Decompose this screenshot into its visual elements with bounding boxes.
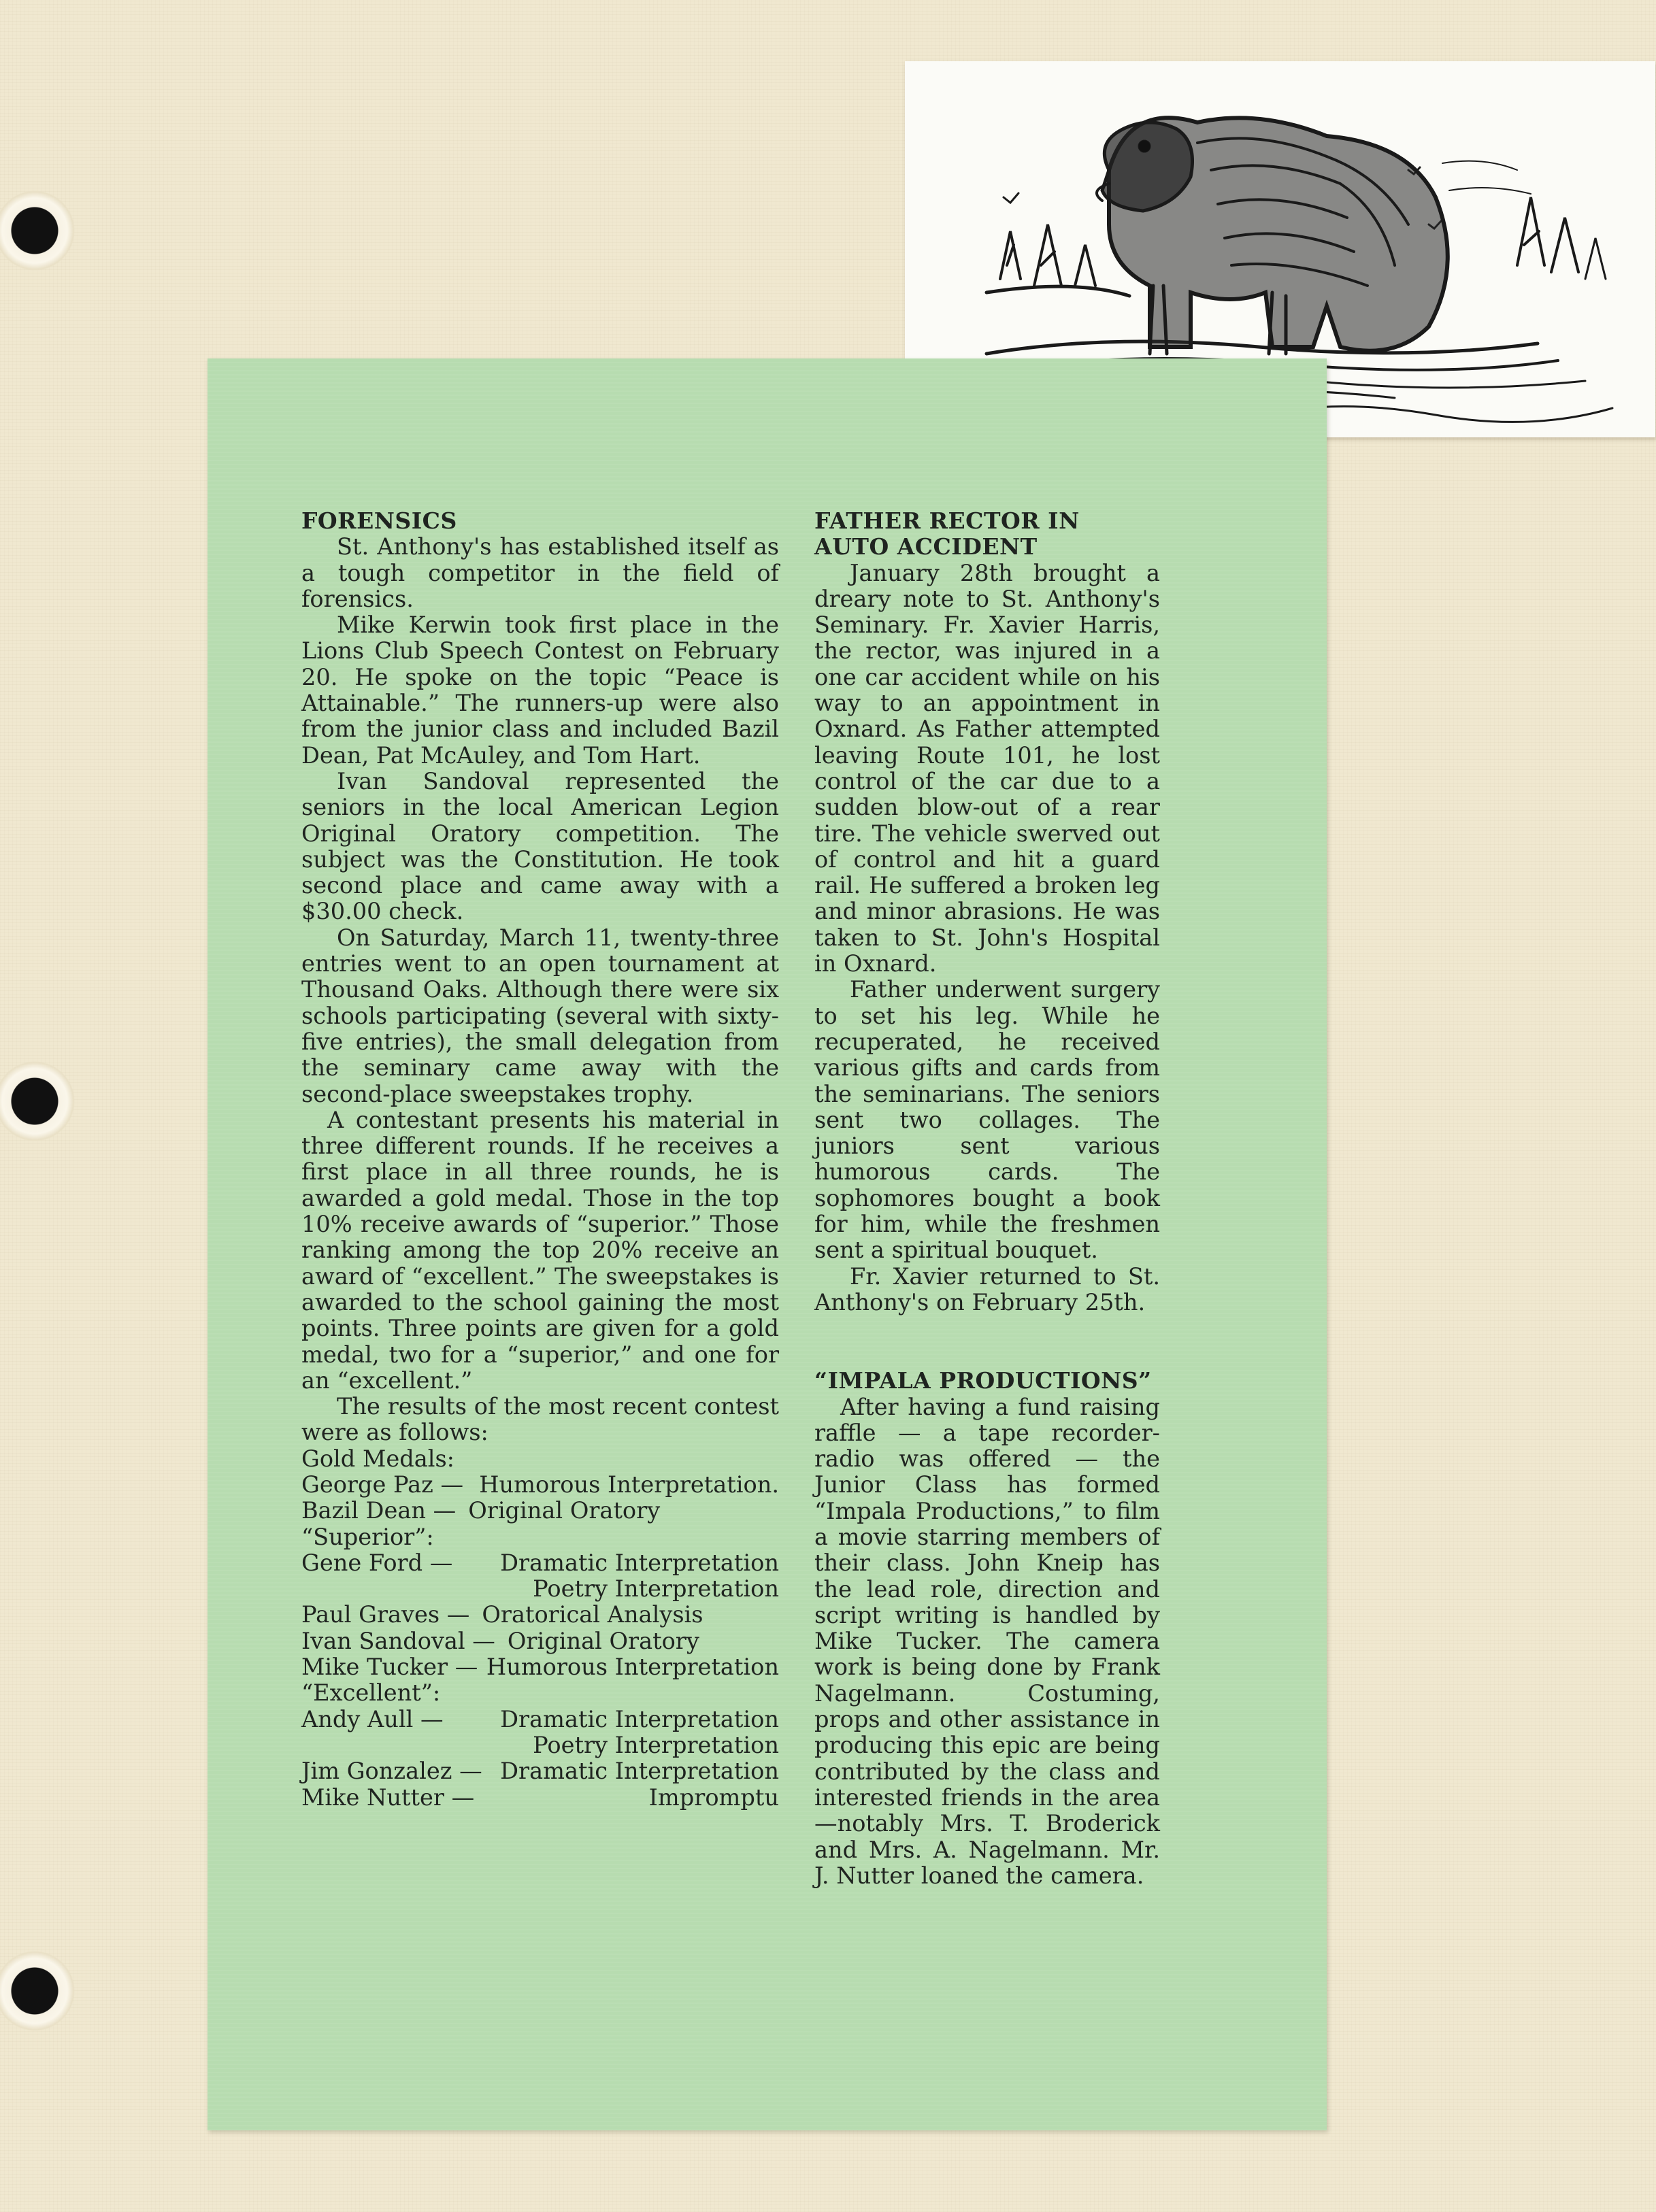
newsletter-clipping bbox=[208, 358, 1327, 2130]
impala-heading: “IMPALA PRODUCTIONS” bbox=[814, 1367, 1152, 1394]
result-row bbox=[301, 1654, 779, 1680]
result-name: George Paz — bbox=[301, 1471, 464, 1498]
results-superior-label: “Superior”: bbox=[301, 1523, 434, 1550]
rector-paragraph: January 28th brought a dreary note to St. Anthony's Seminary. Fr. Xavier Harris, the rector, was injured in a one car accident while on his way to an appointment in Oxnard. As Father attempted leaving Route 101, he lost control of the car due to a sudden blow-out of a rear tire. The vehicle swerved out of control and hit a guard rail. He suffered a broken leg and minor abrasions. He was taken to St. John's Hospital in Oxnard. bbox=[814, 559, 1160, 977]
result-row bbox=[301, 1628, 779, 1654]
result-name: Ivan Sandoval — bbox=[301, 1627, 495, 1654]
results-gold-label: Gold Medals: bbox=[301, 1445, 454, 1472]
binder-hole-top bbox=[0, 190, 75, 271]
result-event-secondary: Poetry Interpretation bbox=[533, 1731, 779, 1758]
result-row bbox=[301, 1707, 779, 1732]
rector-paragraph: Fr. Xavier returned to St. Anthony's on February 25th. bbox=[814, 1262, 1160, 1316]
result-row bbox=[301, 1550, 779, 1576]
result-event: Dramatic Interpretation bbox=[500, 1549, 779, 1576]
forensics-heading: FORENSICS bbox=[301, 507, 457, 534]
result-name: Gene Ford — bbox=[301, 1549, 453, 1576]
results-excellent-label: “Excellent”: bbox=[301, 1679, 441, 1707]
forensics-paragraph: St. Anthony's has established itself as a tough competitor in the field of forensics. bbox=[301, 533, 779, 612]
result-event: Humorous Interpretation. bbox=[479, 1471, 779, 1498]
result-name: Jim Gonzalez — bbox=[301, 1758, 482, 1785]
result-name: Mike Tucker — bbox=[301, 1654, 478, 1681]
result-event: Humorous Interpretation bbox=[486, 1654, 779, 1681]
result-name: Mike Nutter — bbox=[301, 1783, 475, 1811]
result-event: Dramatic Interpretation bbox=[500, 1705, 779, 1732]
impala-paragraph: After having a fund raising raffle — a tape recorder-radio was offered — the Junior Class has formed “Impala Productions,” to film a movie starring members of their class. John Kneip has the lead role, direction and script writing is handled by Mike Tucker. The camera work is being done by Frank Nagelmann. Costuming, props and other assistance in producing this epic are being contributed by the class and interested friends in the area—notably Mrs. T. Broderick and Mrs. A. Nagelmann. Mr. J. Nutter loaned the camera. bbox=[814, 1393, 1160, 1889]
rector-paragraph: Father underwent surgery to set his leg. While he recuperated, he received various gifts and cards from the seminarians. The seniors sent two collages. The juniors sent various humorous cards. The sophomores bought a book for him, while the freshmen sent a spiritual bouquet. bbox=[814, 976, 1160, 1264]
result-name: Bazil Dean — bbox=[301, 1497, 457, 1524]
result-row bbox=[301, 1785, 779, 1811]
rector-heading-line2: AUTO ACCIDENT bbox=[814, 533, 1038, 560]
binder-hole-middle bbox=[0, 1061, 75, 1141]
result-event: Original Oratory bbox=[507, 1627, 699, 1654]
right-column bbox=[814, 508, 1160, 1889]
forensics-paragraph: On Saturday, March 11, twenty-three entries went to an open tournament at Thousand Oaks. Although there were six schools participating (several with sixty-five entries), the small delegation from the seminary came away with the second-place sweepstakes trophy. bbox=[301, 924, 779, 1107]
result-event: Impromptu bbox=[648, 1783, 779, 1811]
result-row bbox=[301, 1472, 779, 1498]
forensics-paragraph: Mike Kerwin took first place in the Lions Club Speech Contest on February 20. He spoke on the topic “Peace is Attainable.” The runners-up were also from the junior class and included Bazil Dean, Pat McAuley, and Tom Hart. bbox=[301, 611, 779, 769]
forensics-paragraph: A contestant presents his material in three different rounds. If he receives a first place in all three rounds, he is awarded a gold medal. Those in the top 10% receive awards of “superior.” Those ranking among the top 20% receive an award of “excellent.” The sweepstakes is awarded to the school gaining the most points. Three points are given for a gold medal, two for a “superior,” and one for an “excellent.” bbox=[301, 1106, 779, 1394]
result-event: Oratorical Analysis bbox=[482, 1601, 703, 1628]
forensics-paragraph: The results of the most recent contest were as follows: bbox=[301, 1393, 779, 1446]
result-row bbox=[301, 1758, 779, 1784]
binder-hole-bottom bbox=[0, 1951, 75, 2031]
result-name: Andy Aull — bbox=[301, 1705, 444, 1732]
rector-heading-line1: FATHER RECTOR IN bbox=[814, 507, 1080, 534]
result-event-secondary: Poetry Interpretation bbox=[533, 1575, 779, 1603]
result-row bbox=[301, 1498, 779, 1524]
result-event: Dramatic Interpretation bbox=[500, 1758, 779, 1785]
result-name: Paul Graves — bbox=[301, 1601, 470, 1628]
article-gap bbox=[814, 1316, 1160, 1368]
result-row bbox=[301, 1602, 779, 1628]
forensics-article bbox=[301, 508, 779, 1811]
forensics-paragraph: Ivan Sandoval represented the seniors in the local American Legion Original Oratory competition. The subject was the Constitution. He took second place and came away with a $30.00 check. bbox=[301, 767, 779, 925]
result-event: Original Oratory bbox=[468, 1497, 661, 1524]
